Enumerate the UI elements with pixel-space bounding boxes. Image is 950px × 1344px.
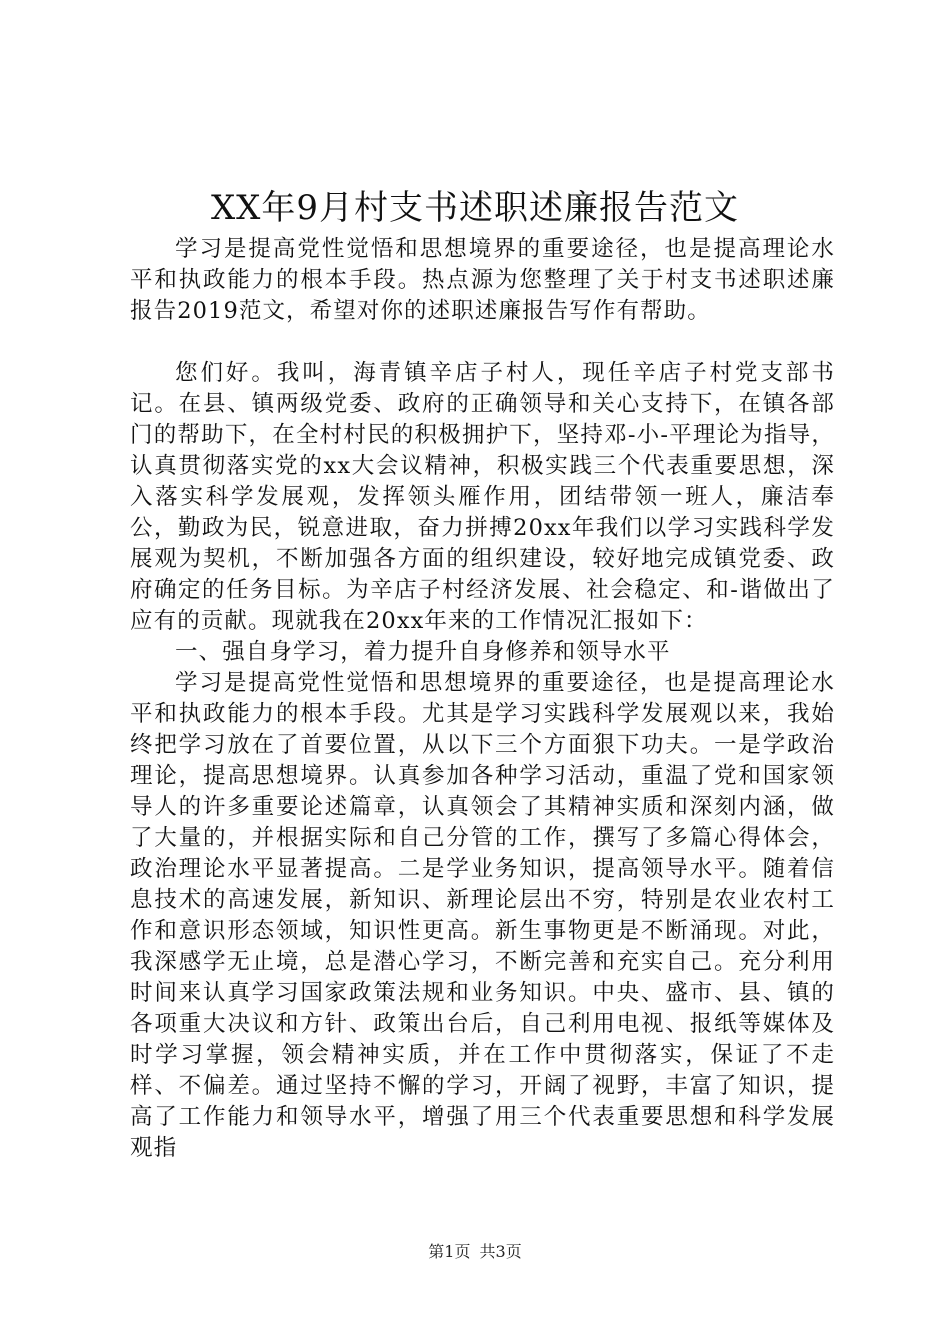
document-body xyxy=(130,234,835,1164)
page-footer xyxy=(0,1241,950,1263)
page-number: 第1页 xyxy=(428,1242,471,1261)
intro-paragraph: 学习是提高党性觉悟和思想境界的重要途径，也是提高理论水平和执政能力的根本手段。热点源为您整理了关于村支书述职述廉报告2019范文，希望对你的述职述廉报告写作有帮助。 xyxy=(130,236,835,324)
body-paragraph: 您们好。我叫，海青镇辛店子村人，现任辛店子村党支部书记。在县、镇两级党委、政府的正确领导和关心支持下，在镇各部门的帮助下，在全村村民的积极拥护下，坚持邓-小-平理论为指导，认真贯彻落实党的xx大会议精神，积极实践三个代表重要思想，深入落实科学发展观，发挥领头雁作用，团结带领一班人，廉洁奉公，勤政为民，锐意进取，奋力拼搏20xx年我们以学习实践科学发展观为契机，不断加强各方面的组织建设，较好地完成镇党委、政府确定的任务目标。为辛店子村经济发展、社会稳定、和-谐做出了应有的贡献。现就我在20xx年来的工作情况汇报如下： xyxy=(130,360,835,634)
page-total: 共3页 xyxy=(479,1242,522,1261)
section-heading: 一、强自身学习，着力提升自身修养和领导水平 xyxy=(175,639,671,665)
body-paragraph: 学习是提高党性觉悟和思想境界的重要途径，也是提高理论水平和执政能力的根本手段。尤其是学习实践科学发展观以来，我始终把学习放在了首要位置，从以下三个方面狠下功夫。一是学政治理论，提高思想境界。认真参加各种学习活动，重温了党和国家领导人的许多重要论述篇章，认真领会了其精神实质和深刻内涵，做了大量的，并根据实际和自己分管的工作，撰写了多篇心得体会，政治理论水平显著提高。二是学业务知识，提高领导水平。随着信息技术的高速发展，新知识、新理论层出不穷，特别是农业农村工作和意识形态领域，知识性更高。新生事物更是不断涌现。对此，我深感学无止境，总是潜心学习，不断完善和充实自己。充分利用时间来认真学习国家政策法规和业务知识。中央、盛市、县、镇的各项重大决议和方针、政策出台后，自己利用电视、报纸等媒体及时学习掌握，领会精神实质，并在工作中贯彻落实，保证了不走样、不偏差。通过坚持不懈的学习，开阔了视野，丰富了知识，提高了工作能力和领导水平，增强了用三个代表重要思想和科学发展观指 xyxy=(130,670,835,1161)
paragraph-spacer xyxy=(130,327,835,358)
document-title: XX年9月村支书述职述廉报告范文 xyxy=(210,188,740,228)
